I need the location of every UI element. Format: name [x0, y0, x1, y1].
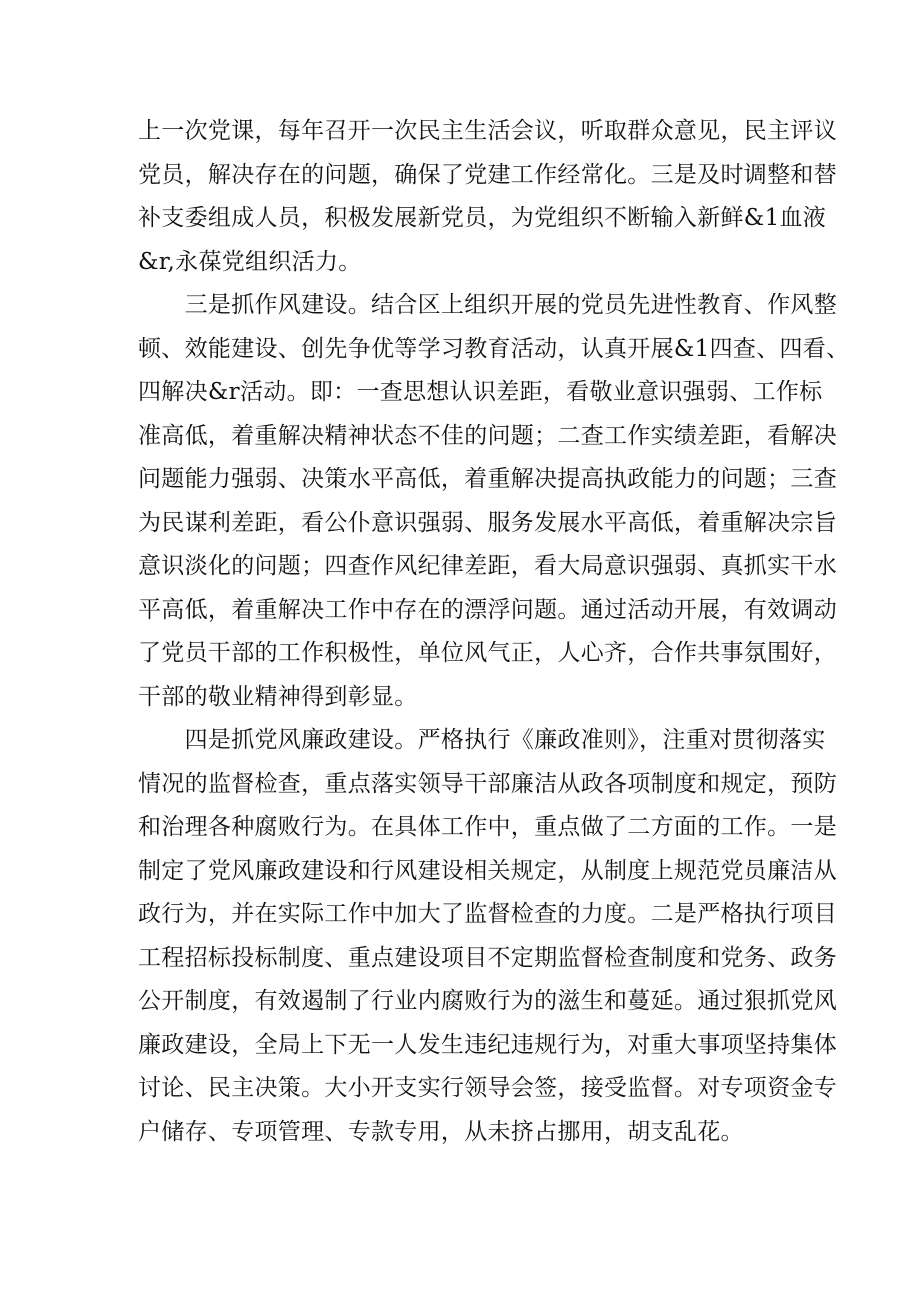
text-line-5: 三是抓作风建设。结合区上组织开展的党员先进性教育、作风整 — [138, 292, 837, 318]
text-line-4: &r,永葆党组织活力。 — [138, 248, 362, 275]
text-line-2: 党员，解决存在的问题，确保了党建工作经常化。三是及时调整和替 — [138, 161, 837, 188]
text-line-13: 了党员干部的工作积极性，单位风气正，人心齐，合作共事氛围好， — [138, 640, 837, 666]
text-line-7: 四解决&r活动。即：一查思想认识差距，看敬业意识强弱、工作标 — [138, 379, 823, 405]
text-line-11: 意识淡化的问题；四查作风纪律差距，看大局意识强弱、真抓实干水 — [138, 553, 837, 579]
text-line-10: 为民谋利差距，看公仆意识强弱、服务发展水平高低，着重解决宗旨 — [138, 509, 837, 536]
text-line-9: 问题能力强弱、决策水平高低，着重解决提高执政能力的问题；三查 — [138, 466, 837, 492]
text-line-8: 准高低，着重解决精神状态不佳的问题；二查工作实绩差距，看解决 — [138, 422, 837, 449]
text-line-14: 干部的敬业精神得到彰显。 — [138, 683, 418, 710]
text-line-20: 工程招标投标制度、重点建设项目不定期监督检查制度和党务、政务 — [138, 944, 837, 971]
text-line-6: 顿、效能建设、创先争优等学习教育活动，认真开展&1四查、四看、 — [138, 335, 850, 362]
text-line-24: 户储存、专项管理、专款专用，从未挤占挪用，胡支乱花。 — [138, 1118, 744, 1145]
text-line-22: 廉政建设，全局上下无一人发生违纪违规行为，对重大事项坚持集体 — [138, 1031, 837, 1058]
text-line-18: 制定了党风廉政建设和行风建设相关规定，从制度上规范党员廉洁从 — [138, 857, 837, 884]
text-line-3: 补支委组成人员，积极发展新党员，为党组织不断输入新鲜&1血液 — [138, 205, 827, 231]
text-line-12: 平高低，着重解决工作中存在的漂浮问题。通过活动开展，有效调动 — [138, 596, 837, 623]
text-line-19: 政行为，并在实际工作中加大了监督检查的力度。二是严格执行项目 — [138, 901, 837, 927]
text-line-17: 和治理各种腐败行为。在具体工作中，重点做了二方面的工作。一是 — [138, 814, 837, 840]
text-line-15: 四是抓党风廉政建设。严格执行《廉政准则》，注重对贯彻落实 — [138, 727, 826, 753]
text-line-16: 情况的监督检查，重点落实领导干部廉洁从政各项制度和规定，预防 — [138, 770, 837, 797]
text-line-1: 上一次党课，每年召开一次民主生活会议，听取群众意见，民主评议 — [138, 118, 837, 144]
text-line-23: 讨论、民主决策。大小开支实行领导会签，接受监督。对专项资金专 — [138, 1075, 837, 1101]
text-line-21: 公开制度，有效遏制了行业内腐败行为的滋生和蔓延。通过狠抓党风 — [138, 988, 837, 1014]
document-body — [138, 110, 850, 1154]
